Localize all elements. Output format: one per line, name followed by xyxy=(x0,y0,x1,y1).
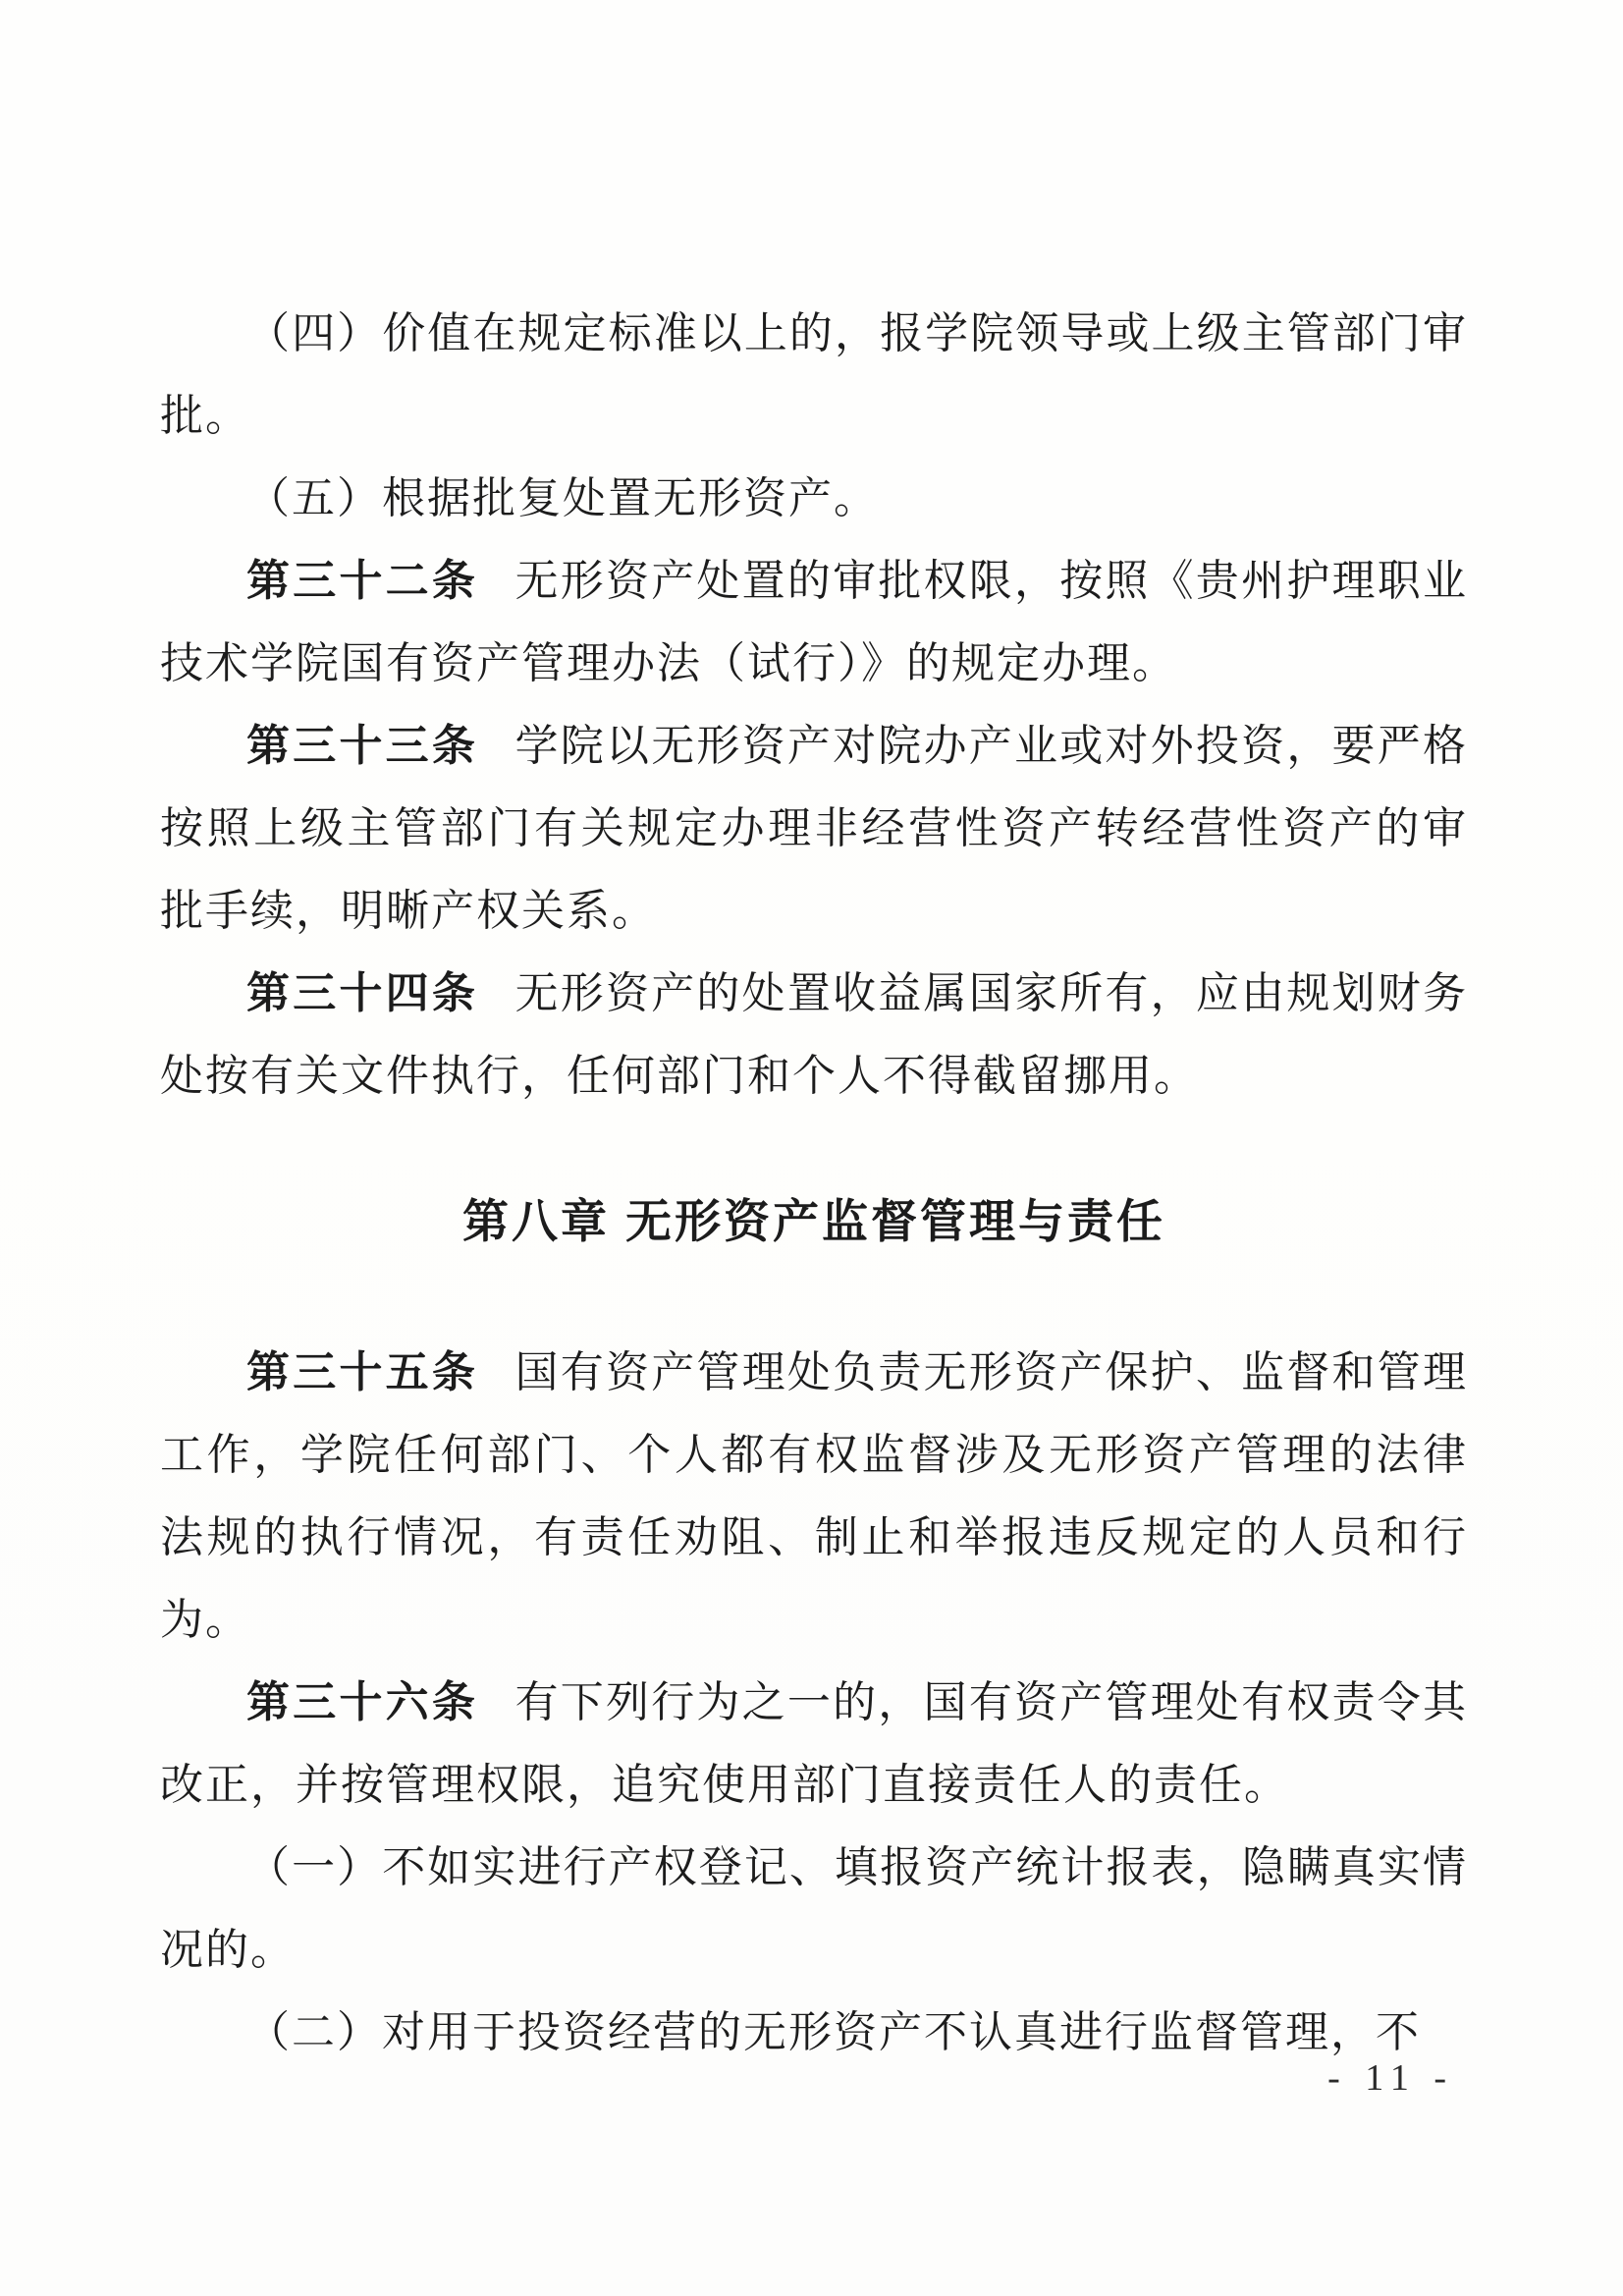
clause-text: （五）根据批复处置无形资产。 xyxy=(246,474,879,522)
article-35-label: 第三十五条 xyxy=(246,1348,479,1396)
article-32 xyxy=(160,540,1468,705)
clause-text: （二）对用于投资经营的无形资产不认真进行监督管理，不 xyxy=(246,2008,1421,2056)
clause-text: （四）价值在规定标准以上的，报学院领导或上级主管部门审批。 xyxy=(160,309,1468,440)
article-34-label: 第三十四条 xyxy=(246,969,479,1017)
article-32-text: 无形资产处置的审批权限，按照《贵州护理职业技术学院国有资产管理办法（试行）》的规定办理。 xyxy=(160,557,1469,687)
article-34-text: 无形资产的处置收益属国家所有，应由规划财务处按有关文件执行，任何部门和个人不得截留挪用。 xyxy=(160,969,1469,1100)
clause-item-4 xyxy=(160,293,1468,458)
document-body xyxy=(160,293,1468,2074)
article-33 xyxy=(160,705,1468,953)
article-36-text: 有下列行为之一的，国有资产管理处有权责令其改正，并按管理权限，追究使用部门直接责任人的责任。 xyxy=(160,1678,1469,1809)
article-36 xyxy=(160,1662,1468,1827)
page-number: - 11 - xyxy=(1327,2057,1454,2099)
article-33-text: 学院以无形资产对院办产业或对外投资，要严格按照上级主管部门有关规定办理非经营性资产转经营性资产的审批手续，明晰产权关系。 xyxy=(160,722,1469,935)
article-35 xyxy=(160,1332,1468,1662)
clause-item-5 xyxy=(160,458,1468,540)
article-36-label: 第三十六条 xyxy=(246,1678,479,1726)
article-35-text: 国有资产管理处负责无形资产保护、监督和管理工作，学院任何部门、个人都有权监督涉及无形资产管理的法律法规的执行情况，有责任劝阻、制止和举报违反规定的人员和行为。 xyxy=(160,1348,1469,1644)
chapter-8-heading: 第八章 无形资产监督管理与责任 xyxy=(461,1195,1166,1247)
clause-item-2 xyxy=(160,1992,1468,2074)
article-34 xyxy=(160,953,1468,1118)
article-33-label: 第三十三条 xyxy=(246,722,479,770)
article-32-label: 第三十二条 xyxy=(246,557,479,605)
clause-item-1 xyxy=(160,1827,1468,1992)
clause-text: （一）不如实进行产权登记、填报资产统计报表，隐瞒真实情况的。 xyxy=(160,1843,1468,1974)
